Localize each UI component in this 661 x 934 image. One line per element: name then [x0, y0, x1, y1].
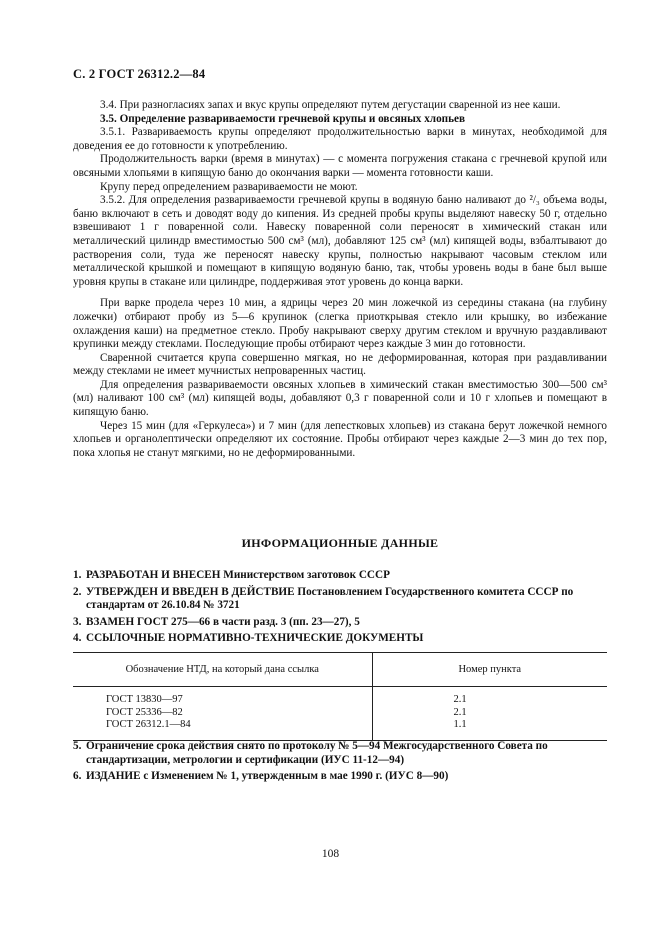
info-item: [73, 740, 607, 767]
info-list-continued: [73, 740, 607, 787]
info-item: [73, 770, 607, 784]
info-item: [73, 632, 607, 646]
paragraph: Сваренной считается крупа совершенно мягкая, но не деформированная, которая при раздавливании между стеклами не имеет мучнистых непроваренных частиц.: [73, 351, 607, 378]
paragraph: 3.5.1. Развариваемость крупы определяют продолжительностью варки в минутах, необходимой для доведения ее до готовности к употреблению.: [73, 126, 607, 152]
cell-clause: 2.1: [453, 694, 467, 705]
page-number: 108: [321, 848, 340, 860]
info-item-lead: УТВЕРЖДЕН И ВВЕДЕН В ДЕЙСТВИЕ: [86, 585, 295, 598]
body-text: [73, 99, 607, 460]
info-section-title: ИНФОРМАЦИОННЫЕ ДАННЫЕ: [241, 536, 439, 550]
cell-clause: 1.1: [453, 719, 467, 730]
page-header: С. 2 ГОСТ 26312.2—84: [73, 67, 206, 81]
info-item-number: 6.: [73, 770, 82, 783]
info-item-number: 5.: [73, 740, 82, 752]
cell-ntd: ГОСТ 26312.1—84: [73, 719, 372, 740]
paragraph: 3.4. При разногласиях запах и вкус крупы определяют путем дегустации сваренной из нее каши.: [100, 99, 561, 111]
info-item-lead: ССЫЛОЧНЫЕ НОРМАТИВНО-ТЕХНИЧЕСКИЕ ДОКУМЕНТЫ: [86, 632, 424, 645]
table-header-ntd: Обозначение НТД, на который дана ссылка: [73, 653, 372, 687]
paragraph: Для определения развариваемости овсяных хлопьев в химический стакан вместимостью 300—500 см³ (мл) наливают 100 см³ (мл) кипящей воды, добавляют 0,3 г поваренной соли и 10 г хлопьев и помещают в кипящую баню.: [73, 378, 607, 419]
paragraph: 3.5.2. Для определения развариваемости гречневой крупы в водяную баню наливают до ²/₃ объема воды, баню включают в сеть и доводят воду до кипения. Из средней пробы крупы выделяют навеску 50 г, отдельно взвешивают 1 г поваренной соли. Навеску поваренной соли переносят в химический стакан или металлический цилиндр вместимостью 500 см³ (мл), добавляют 125 см³ (мл) кипящей воды, взбалтывают до растворения соли, туда же переносят навеску крупы, полностью накрывают часовым стеклом или металлической крышкой и помещают в кипящую водяную баню, так, чтобы уровень воды в бане был выше уровня крупы в стакане или цилиндре, поддерживая этот уровень до конца варки.: [73, 194, 607, 288]
info-item: [73, 616, 607, 630]
info-item-lead: Ограничение срока действия снято по протоколу № 5—94 Межгосударственного Совета по стандартизации, метрологии и сертификации (ИУС 11-12—94): [86, 740, 548, 766]
table-row: [73, 687, 607, 707]
table-header-clause: Номер пункта: [372, 653, 607, 687]
paragraph: Через 15 мин (для «Геркулеса») и 7 мин (для лепестковых хлопьев) из стакана берут ложечкой немного хлопьев и органолептически определяют их состояние. Пробы отбирают через каждые 2—3 мин до тех пор, пока хлопья не станут мягкими, но не деформированными.: [73, 419, 607, 459]
info-item: [73, 569, 607, 583]
info-item-number: 4.: [73, 632, 82, 645]
cell-clause: 2.1: [453, 706, 467, 718]
paragraph: Крупу перед определением развариваемости не моют.: [100, 180, 358, 193]
info-list: [73, 569, 607, 649]
paragraph: При варке продела через 10 мин, а ядрицы через 20 мин ложечкой из середины стакана (на глубину ложечки) отбирают пробу из 5—6 крупинок (слегка приоткрывая стекло или крышку, во избежание охлаждения каши) на предметное стекло. Пробу накрывают сверху другим стеклом и вручную раздавливают крупинки между стеклами. Последующие пробы отбирают через каждые 3 мин до готовности.: [73, 297, 607, 351]
cell-ntd: ГОСТ 13830—97: [73, 687, 372, 707]
info-item-number: 1.: [73, 569, 82, 581]
info-item-number: 3.: [73, 615, 82, 628]
table-row: [73, 719, 607, 740]
info-item: [73, 586, 607, 613]
info-item-text: в части разд. 3 (пп. 23—27), 5: [212, 615, 360, 628]
cell-ntd: ГОСТ 25336—82: [73, 707, 372, 720]
info-item-number: 2.: [73, 585, 82, 598]
paragraph: Продолжительность варки (время в минутах) — с момента погружения стакана с гречневой крупой или овсяными хлопьями в кипящую баню до окончания варки — момента готовности каши.: [73, 153, 607, 179]
info-item-text: Постановлением Государственного комитета СССР по стандартам от 26.10.84 № 3721: [86, 585, 574, 612]
info-item-lead: ВЗАМЕН ГОСТ 275—66: [86, 615, 211, 628]
references-table: [73, 652, 607, 741]
info-item-lead: РАЗРАБОТАН И ВНЕСЕН: [86, 569, 221, 581]
info-item-lead: ИЗДАНИЕ с Изменением № 1, утвержденным в мае 1990 г. (ИУС 8—90): [86, 770, 449, 783]
section-heading: 3.5. Определение развариваемости гречневой крупы и овсяных хлопьев: [100, 112, 466, 125]
info-item-text: Министерством заготовок СССР: [223, 569, 390, 581]
table-row: [73, 707, 607, 720]
